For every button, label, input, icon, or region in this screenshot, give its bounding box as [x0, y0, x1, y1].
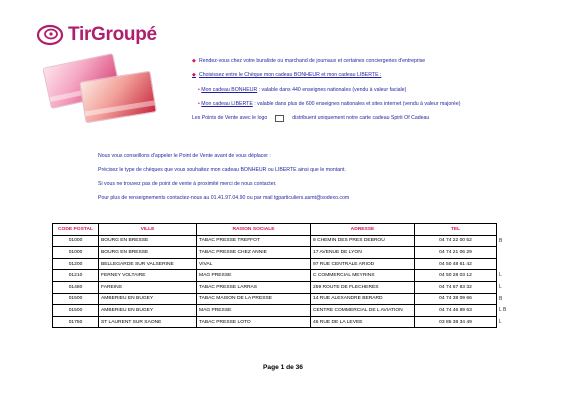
cell-adresse: CENTRE COMMERCIAL DE L AVIATION — [311, 305, 415, 317]
cell-code-postal: 01210 — [53, 270, 99, 282]
cell-tag: L — [499, 272, 502, 279]
cell-tel: 04 74 38 09 66 B — [415, 293, 497, 305]
cell-code-postal: 01000 — [53, 235, 99, 247]
gift-cheques-illustration — [40, 50, 160, 130]
cell-raison-sociale: TABAC PRESSE LARRAS — [197, 281, 311, 293]
cell-ville: BELLEGARDE SUR VALSERINE — [99, 258, 197, 270]
table-row — [53, 316, 497, 328]
cell-code-postal: 01200 — [53, 258, 99, 270]
intro-line-1: ◆ Rendez-vous chez votre buraliste ou marchand de journaux et certaines conciergeries d'entreprise — [192, 58, 426, 64]
table-row — [53, 247, 497, 259]
cell-tel: 04 74 67 83 32 L — [415, 281, 497, 293]
cell-adresse: 97 RUE CENTRALE ARIOD — [311, 258, 415, 270]
cell-ville: FERNEY VOLTAIRE — [99, 270, 197, 282]
table-row — [53, 258, 497, 270]
intro-line-2: ◆ Choisissez entre le Chèque mon cadeau BONHEUR et mon cadeau LIBERTE : — [192, 72, 382, 78]
cell-raison-sociale: TABAC PRESSE TREFFOT — [197, 235, 311, 247]
cell-adresse: 14 RUE ALEXANDRE BERARD — [311, 293, 415, 305]
cell-tel: 04 74 46 89 63 L B — [415, 305, 497, 317]
brand-name: TirGroupé — [68, 24, 157, 45]
header-tel: TEL — [415, 224, 497, 236]
cell-code-postal: 01000 — [53, 247, 99, 259]
cell-code-postal: 01480 — [53, 281, 99, 293]
points-de-vente-table — [52, 223, 507, 328]
cell-tel: 04 74 21 06 29 — [415, 247, 497, 259]
table-row — [53, 235, 497, 247]
cell-raison-sociale: VIVAL — [197, 258, 311, 270]
cell-tag: L — [499, 318, 502, 325]
page-number: Page 1 de 36 — [263, 364, 303, 371]
table-row — [53, 293, 497, 305]
header-ville: VILLE — [99, 224, 197, 236]
cell-tel: 04 74 22 00 52 B — [415, 235, 497, 247]
cell-adresse: 46 RUE DE LA LEVEE — [311, 316, 415, 328]
cell-tel: 04 50 48 61 42 — [415, 258, 497, 270]
cell-tag: B — [499, 237, 503, 244]
advice-line-2: Précisez le type de chèques que vous souhaitez mon cadeau BONHEUR ou LIBERTE ainsi que le montant. — [98, 167, 346, 173]
cell-code-postal: 01500 — [53, 305, 99, 317]
header-code-postal: CODE POSTAL — [53, 224, 99, 236]
cell-ville: FAREINS — [99, 281, 197, 293]
header-raison-sociale: RAISON SOCIALE — [197, 224, 311, 236]
table-row — [53, 281, 497, 293]
advice-line-3: Si vous ne trouvez pas de point de vente à proximité merci de nous contacter. — [98, 181, 277, 187]
cell-adresse: 8 CHEMIN DES PRES DEBROU — [311, 235, 415, 247]
cell-ville: AMBERIEU EN BUGEY — [99, 293, 197, 305]
cell-tag: B — [499, 295, 503, 302]
cell-ville: BOURG EN BRESSE — [99, 235, 197, 247]
bullet-icon: ◆ — [192, 58, 196, 64]
logo-swirl-icon — [36, 22, 64, 48]
liberte-line: • Mon cadeau LIBERTE : valable dans plus de 600 enseignes nationales et sites internet (vendu à valeur majorée) — [198, 101, 461, 107]
cell-tag: L — [499, 283, 502, 290]
cell-adresse: C COMMERCIAL MEYRINS — [311, 270, 415, 282]
cell-raison-sociale: MAG PRESSE — [197, 270, 311, 282]
cell-tel: 03 85 38 34 49 L — [415, 316, 497, 328]
cell-code-postal: 01750 — [53, 316, 99, 328]
cell-ville: ST LAURENT SUR SAONE — [99, 316, 197, 328]
header-adresse: ADRESSE — [311, 224, 415, 236]
cell-ville: AMBERIEU EN BUGEY — [99, 305, 197, 317]
cell-raison-sociale: TABAC PRESSE CHEZ ANNIE — [197, 247, 311, 259]
bonheur-line: • Mon cadeau BONHEUR : valable dans 440 enseignes nationales (vendu à valeur faciale) — [198, 87, 407, 93]
cell-tel: 04 50 28 03 12 L — [415, 270, 497, 282]
liberte-name: Mon cadeau LIBERTE — [201, 101, 253, 107]
cell-raison-sociale: TABAC PRESSE LOTO — [197, 316, 311, 328]
table-row — [53, 270, 497, 282]
points-de-vente-line: Les Points de Vente avec le logo distribuent uniquement notre carte cadeau Spirit Of Cadeau — [192, 115, 430, 122]
bullet-icon: ◆ — [192, 72, 196, 78]
cell-tag: L B — [499, 307, 507, 314]
advice-line-4: Pour plus de renseignements contactez-nous au 01.41.97.04.90 ou par mail tgparticuliers.asmt@sodexo.com — [98, 195, 350, 201]
cell-adresse: 17 AVENUE DE LYON — [311, 247, 415, 259]
advice-line-1: Nous vous conseillons d'appeler le Point de Vente avant de vous déplacer : — [98, 153, 271, 159]
cell-ville: BOURG EN BRESSE — [99, 247, 197, 259]
table-row — [53, 305, 497, 317]
bonheur-name: Mon cadeau BONHEUR — [201, 87, 258, 93]
cell-code-postal: 01500 — [53, 293, 99, 305]
spirit-of-cadeau-logo-icon — [275, 115, 284, 122]
cell-raison-sociale: TABAC MAISON DE LA PRESSE — [197, 293, 311, 305]
cell-raison-sociale: MAG PRESSE — [197, 305, 311, 317]
table-header-row — [53, 224, 497, 236]
tirgroupe-logo — [36, 22, 157, 48]
cell-adresse: 259 ROUTE DE FLECHERES — [311, 281, 415, 293]
